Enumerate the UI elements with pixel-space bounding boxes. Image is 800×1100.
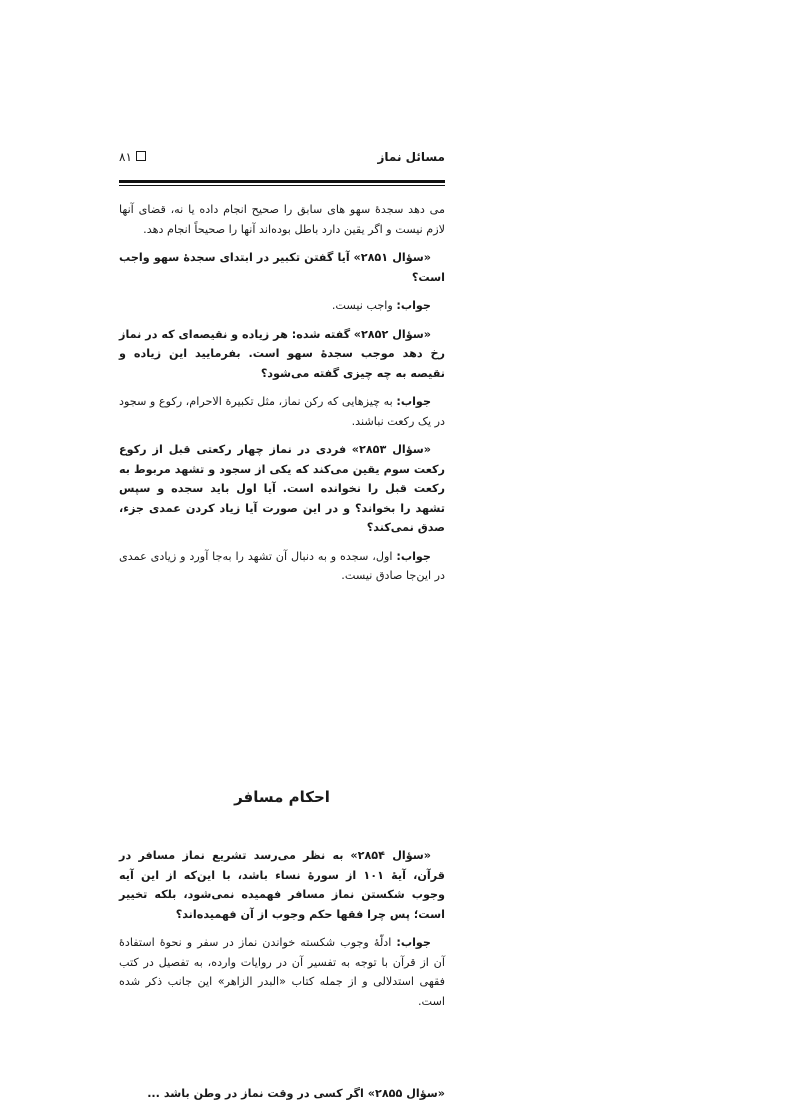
question-label: «سؤال ۲۸۵۳» bbox=[351, 443, 432, 456]
question-paragraph bbox=[119, 440, 445, 538]
answer-text: ادلّۀ وجوب شکسته خواندن نماز در سفر و نحوۀ استفادۀ آن از قرآن با توجه به تفسیر آن در روایات وارده، به تفصیل در کتب فقهی استدلالی و از جمله کتاب «البدر الزاهر» این جانب ذکر شده است. bbox=[119, 936, 445, 1008]
body-text bbox=[119, 200, 445, 595]
question-text: به نظر می‌رسد تشریع نماز مسافر در قرآن، آیۀ ۱۰۱ از سورۀ نساء باشد، با این‌که از این آیه وجوب شکستن نماز مسافر فهمیده نمی‌شود، بلکه تخییر است؛ پس چرا فقها حکم وجوب از آن فهمیده‌اند؟ bbox=[119, 849, 445, 921]
answer-paragraph bbox=[119, 392, 445, 431]
question-label: «سؤال ۲۸۵۱» bbox=[353, 251, 431, 264]
question-text: آیا گفتن تکبیر در ابتدای سجدۀ سهو واجب است؟ bbox=[119, 251, 445, 284]
answer-paragraph bbox=[119, 547, 445, 586]
section-body-text bbox=[119, 846, 445, 1020]
square-ornament-icon bbox=[136, 151, 146, 161]
answer-text: واجب نیست. bbox=[331, 299, 393, 312]
question-paragraph bbox=[119, 248, 445, 287]
answer-label: جواب: bbox=[396, 549, 431, 563]
answer-paragraph bbox=[119, 296, 445, 316]
intro-paragraph: می دهد سجدۀ سهو های سابق را صحیح انجام داده یا نه، قضای آنها لازم نیست و اگر یقین دارد باطل بوده‌اند آنها را صحیحاً انجام دهد. bbox=[119, 203, 445, 236]
answer-paragraph bbox=[119, 933, 445, 1011]
header-rule-thin bbox=[119, 185, 445, 186]
question-paragraph bbox=[119, 846, 445, 924]
question-paragraph bbox=[119, 325, 445, 384]
running-title: مسائل نماز bbox=[377, 150, 445, 164]
question-label: «سؤال ۲۸۵۴» bbox=[350, 849, 431, 862]
cutoff-line: «سؤال ۲۸۵۵» اگر کسی در وقت نماز در وطن باشد ... bbox=[147, 1087, 445, 1100]
page-number-text: ۸۱ bbox=[119, 150, 132, 164]
page-number bbox=[119, 150, 146, 164]
header-rule-thick bbox=[119, 180, 445, 183]
question-text: گفته شده: هر زیاده و نقیصه‌ای که در نماز رخ دهد موجب سجدۀ سهو است. بفرمایید این زیاده و نقیصه به چه چیزی گفته می‌شود؟ bbox=[119, 327, 445, 380]
question-text: فردی در نماز چهار رکعتی قبل از رکوع رکعت سوم یقین می‌کند که یکی از سجود و تشهد مربوط به رکعت قبل را نخوانده است. آیا اول باید سجده و سپس تشهد را بخواند؟ و در این صورت آیا زیاد کردن عمدی جزء، صدق نمی‌کند؟ bbox=[119, 443, 445, 534]
answer-label: جواب: bbox=[396, 395, 432, 408]
section-title: احکام مسافر bbox=[234, 788, 330, 806]
answer-text: به چیزهایی که رکن نماز، مثل تکبیرة الاحرام، رکوع و سجود در یک رکعت نباشند. bbox=[119, 395, 445, 428]
question-label: «سؤال ۲۸۵۲» bbox=[353, 327, 431, 341]
answer-label: جواب: bbox=[396, 936, 431, 949]
page-header bbox=[119, 148, 445, 170]
answer-label: جواب: bbox=[396, 299, 431, 312]
answer-text: اول، سجده و به دنبال آن تشهد را به‌جا آورد و زیادی عمدی در این‌جا صادق نیست. bbox=[119, 549, 445, 582]
